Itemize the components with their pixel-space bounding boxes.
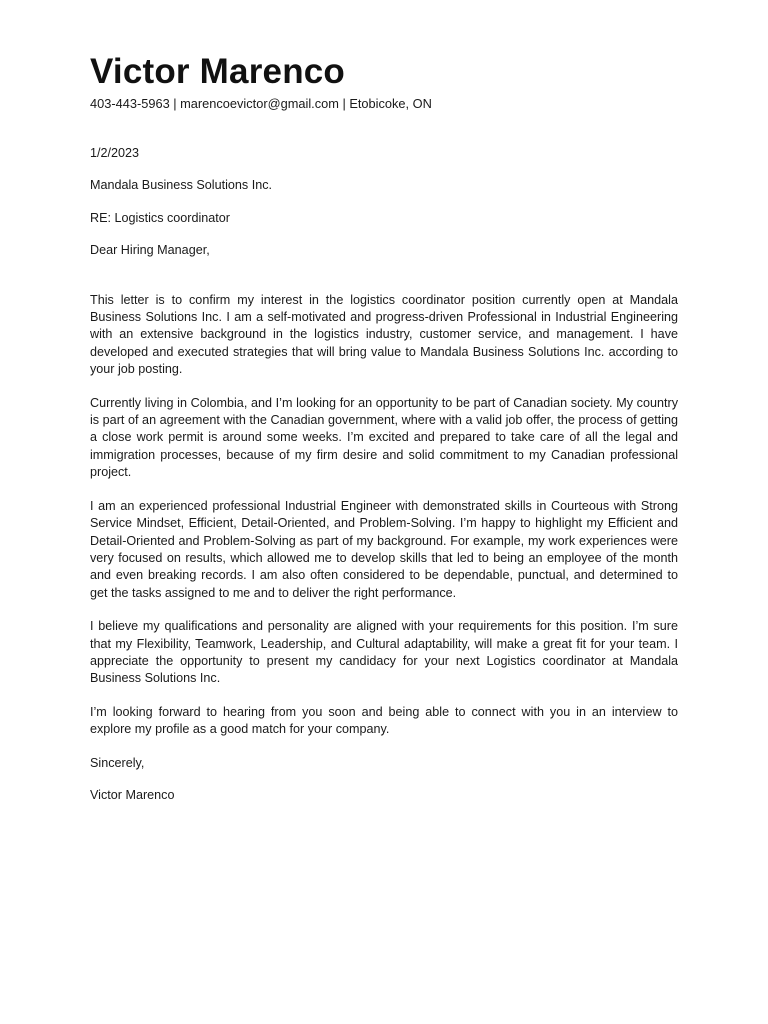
contact-line: 403-443-5963 | marencoevictor@gmail.com | Etobicoke, ON: [90, 96, 432, 111]
closing: Sincerely,: [90, 755, 145, 770]
recipient-company: Mandala Business Solutions Inc.: [90, 178, 273, 193]
letter-body: [90, 145, 678, 804]
letter-date: 1/2/2023: [90, 146, 140, 160]
subject-line: RE: Logistics coordinator: [90, 210, 230, 225]
paragraph-qualifications: I believe my qualifications and personality are aligned with your requirements for this position. I’m sure that my Flexibility, Teamwork, Leadership, and Cultural adaptability, will make a great fit for your team. I appreciate the opportunity to present my candidacy for your next Logistics coordinator at Mandala Business Solutions Inc.: [90, 619, 678, 686]
applicant-name: Victor Marenco: [90, 52, 346, 91]
salutation: Dear Hiring Manager,: [90, 243, 210, 258]
paragraph-relocation: Currently living in Colombia, and I’m looking for an opportunity to be part of Canadian society. My country is part of an agreement with the Canadian government, where with a valid job offer, the process of getting a close work permit is around some weeks. I’m excited and prepared to take care of all the legal and immigration processes, because of my firm desire and solid commitment to my Canadian professional project.: [90, 395, 678, 480]
paragraph-closing-remarks: I’m looking forward to hearing from you soon and being able to connect with you in an interview to explore my profile as a good match for your company.: [90, 704, 678, 737]
signature-name: Victor Marenco: [90, 787, 175, 802]
paragraph-interest: This letter is to confirm my interest in the logistics coordinator position currently open at Mandala Business Solutions Inc. I am a self-motivated and progress-driven Professional in Industrial Engineering with an extensive background in the logistics industry, customer service, and management. I have developed and executed strategies that will bring value to Mandala Business Solutions Inc. according to your job posting.: [90, 292, 678, 377]
paragraph-experience: I am an experienced professional Industrial Engineer with demonstrated skills in Courteous with Strong Service Mindset, Efficient, Detail-Oriented, and Problem-Solving. I’m happy to highlight my Efficient and Detail-Oriented and Problem-Solving as part of my background. For example, my work experiences were very focused on results, which allowed me to develop skills that led to being an employee of the month and even breaking records. I am also often considered to be dependable, punctual, and determined to get the tasks assigned to me and to deliver the right performance.: [90, 498, 678, 600]
